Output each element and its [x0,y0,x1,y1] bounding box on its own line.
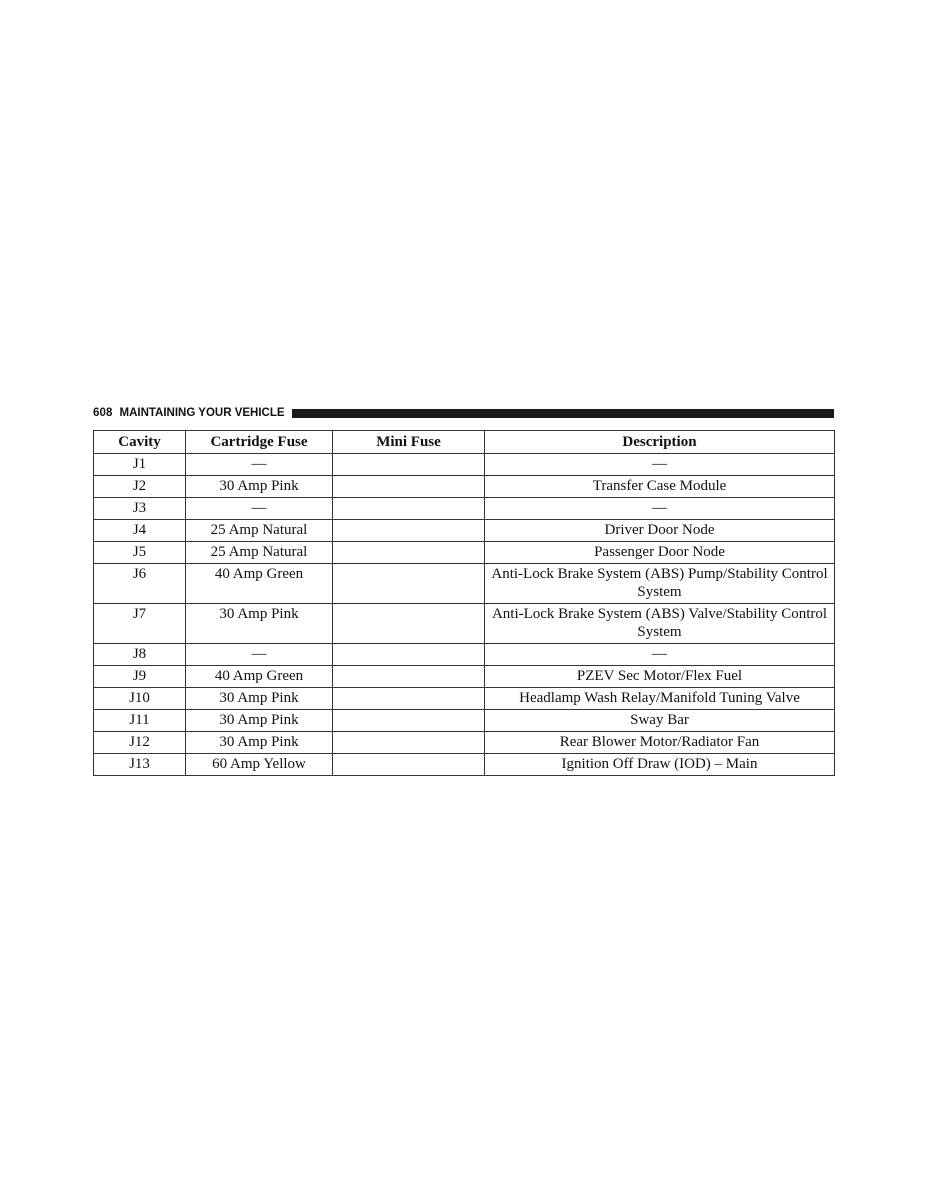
cartridge-fuse-cell: 30 Amp Pink [186,604,333,644]
cartridge-fuse-cell: 40 Amp Green [186,564,333,604]
mini-fuse-cell [333,498,485,520]
fuse-table [93,430,835,776]
description-cell: — [485,498,835,520]
cavity-cell: J7 [94,604,186,644]
mini-fuse-cell [333,604,485,644]
description-cell: Transfer Case Module [485,476,835,498]
cavity-cell: J12 [94,732,186,754]
description-cell: Anti-Lock Brake System (ABS) Pump/Stability Control System [485,564,835,604]
table-row [94,564,835,604]
cavity-cell: J8 [94,644,186,666]
mini-fuse-cell [333,542,485,564]
mini-fuse-cell [333,644,485,666]
table-row [94,732,835,754]
description-cell: PZEV Sec Motor/Flex Fuel [485,666,835,688]
mini-fuse-cell [333,476,485,498]
column-header-description: Description [485,431,835,454]
cartridge-fuse-cell: — [186,644,333,666]
table-row [94,604,835,644]
description-cell: Anti-Lock Brake System (ABS) Valve/Stability Control System [485,604,835,644]
cavity-cell: J2 [94,476,186,498]
mini-fuse-cell [333,520,485,542]
cavity-cell: J4 [94,520,186,542]
column-header-cavity: Cavity [94,431,186,454]
table-row [94,644,835,666]
header-rule [292,409,834,418]
table-row [94,520,835,542]
table-row [94,476,835,498]
description-cell: Rear Blower Motor/Radiator Fan [485,732,835,754]
cartridge-fuse-cell: 25 Amp Natural [186,520,333,542]
cavity-cell: J9 [94,666,186,688]
cavity-cell: J13 [94,754,186,776]
cartridge-fuse-cell: 25 Amp Natural [186,542,333,564]
cavity-cell: J11 [94,710,186,732]
description-cell: Driver Door Node [485,520,835,542]
description-cell: Passenger Door Node [485,542,835,564]
description-cell: — [485,454,835,476]
mini-fuse-cell [333,710,485,732]
mini-fuse-cell [333,688,485,710]
cavity-cell: J6 [94,564,186,604]
cartridge-fuse-cell: 40 Amp Green [186,666,333,688]
cartridge-fuse-cell: — [186,498,333,520]
cartridge-fuse-cell: 30 Amp Pink [186,476,333,498]
description-cell: Ignition Off Draw (IOD) – Main [485,754,835,776]
table-row [94,754,835,776]
table-row [94,688,835,710]
cartridge-fuse-cell: 30 Amp Pink [186,732,333,754]
description-cell: Headlamp Wash Relay/Manifold Tuning Valve [485,688,835,710]
page-header [93,405,834,421]
table-header-row [94,431,835,454]
table-row [94,710,835,732]
mini-fuse-cell [333,754,485,776]
table-row [94,454,835,476]
mini-fuse-cell [333,666,485,688]
cartridge-fuse-cell: 30 Amp Pink [186,710,333,732]
cartridge-fuse-cell: 30 Amp Pink [186,688,333,710]
column-header-mini-fuse: Mini Fuse [333,431,485,454]
page-number: 608 [93,407,113,419]
mini-fuse-cell [333,732,485,754]
mini-fuse-cell [333,564,485,604]
table-row [94,498,835,520]
cavity-cell: J1 [94,454,186,476]
table-row [94,666,835,688]
column-header-cartridge-fuse: Cartridge Fuse [186,431,333,454]
cavity-cell: J10 [94,688,186,710]
section-title: MAINTAINING YOUR VEHICLE [119,407,285,419]
description-cell: — [485,644,835,666]
table-row [94,542,835,564]
cavity-cell: J3 [94,498,186,520]
description-cell: Sway Bar [485,710,835,732]
cavity-cell: J5 [94,542,186,564]
cartridge-fuse-cell: — [186,454,333,476]
mini-fuse-cell [333,454,485,476]
cartridge-fuse-cell: 60 Amp Yellow [186,754,333,776]
